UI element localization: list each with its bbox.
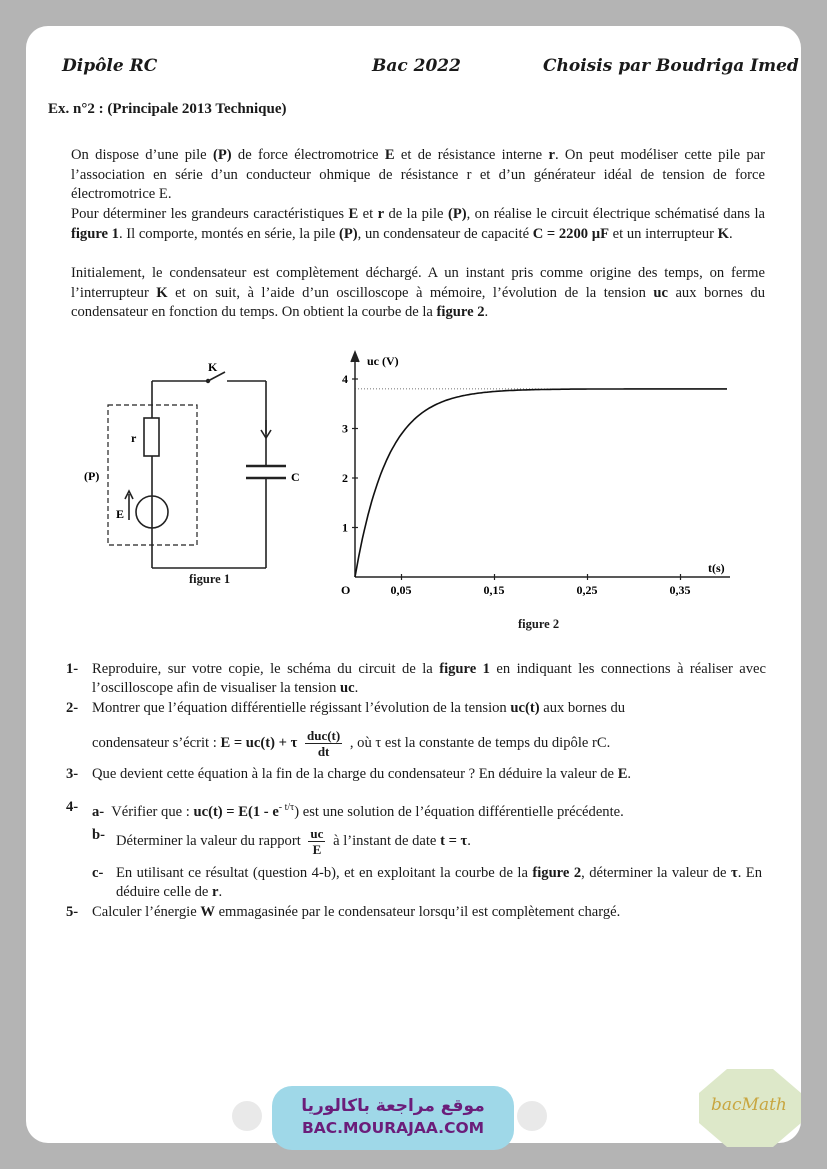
question-5: 5- Calculer l’énergie W emmagasinée par le condensateur lorsqu’il est complètement chargé. [66, 904, 621, 920]
label-C: C [291, 470, 300, 484]
ratio-fraction: $\frac{uc}{E}$ [310, 826, 324, 857]
label-E: E [116, 507, 125, 521]
circuit-diagram [80, 350, 310, 590]
question-4b: b- Déterminer la valeur du rapport $\frac{uc}{E}$ à l’instant de date t = τ. [92, 826, 471, 857]
header-topic: Dipôle RC [62, 56, 158, 76]
banner-arabic-text: موقع مراجعة باكالوريا [301, 1096, 485, 1116]
bacmath-logo [697, 1067, 803, 1149]
question-4c: c- En utilisant ce résultat (question 4-b), et en exploitant la courbe de la figure 2, déterminer la valeur de τ. En déduire celle de r. [92, 865, 762, 900]
y-tick-label: 1 [342, 520, 348, 535]
question-4a: 4- a- Vérifier que : $uc(t) = E(1 - e^{- t/\tau})$ est une solution de l’équation différentielle précédente. [66, 799, 624, 820]
site-logo-right [517, 1101, 547, 1131]
site-banner[interactable] [272, 1086, 514, 1150]
series-curve [355, 389, 727, 577]
site-logo-left [232, 1101, 262, 1131]
charge-curve-chart [330, 345, 740, 605]
y-tick-label: 2 [342, 471, 348, 485]
x-tick-label: 0,35 [669, 583, 691, 597]
intro-paragraph-1: On dispose d’une pile (P) de force électromotrice E et de résistance interne r. On peut modéliser cette pile par l’association en série d’un conducteur ohmique de résistance r et d’un générateur idéal de tension de force électromotrice E. [71, 147, 765, 202]
question-3: 3- Que devient cette équation à la fin de la charge du condensateur ? En déduire la valeur de E. [66, 766, 632, 782]
label-r: r [131, 431, 137, 445]
origin-label: O [341, 583, 351, 597]
y-axis-label: uc (V) [367, 354, 399, 368]
intro-paragraph-3: Initialement, le condensateur est complètement déchargé. A un instant pris comme origine des temps, on ferme l’interrupteur K et on suit, à l’aide d’un oscilloscope à mémoire, l’évolution de la tension uc aux bornes du condensateur en fonction du temps. On obtient la courbe de la figure 2. [71, 265, 765, 320]
label-K: K [208, 360, 218, 374]
label-P: (P) [84, 469, 100, 483]
figure2-caption: figure 2 [518, 617, 560, 631]
header-exam: Bac 2022 [372, 56, 461, 76]
banner-url[interactable]: BAC.MOURAJAA.COM [301, 1119, 485, 1137]
x-axis-label: t(s) [708, 561, 725, 575]
resistor-symbol [144, 418, 159, 456]
x-tick-label: 0,25 [576, 583, 598, 597]
question-1: 1- Reproduire, sur votre copie, le schéma du circuit de la figure 1 en indiquant les connections à réaliser avec l’oscilloscope afin de visualiser la tension uc. [66, 661, 767, 696]
equation-fraction: $\frac{\text{duc(t)}}{dt}$ [306, 728, 341, 759]
question-2: 2- Montrer que l’équation différentielle régissant l’évolution de la tension uc(t) aux bornes du condensateur s’écrit : E = uc(t) + τ $\frac{\text{duc(t)}}{dt}$ , où τ est la constante de temps du dipôle rC. [66, 700, 626, 759]
intro-paragraph-2: Pour déterminer les grandeurs caractéristiques E et r de la pile (P), on réalise le circuit électrique schématisé dans la figure 1. Il comporte, montés en série, la pile (P), un condensateur de capacité C = 2200 µF et un interrupteur K. [71, 206, 765, 242]
x-tick-label: 0,05 [390, 583, 412, 597]
switch-contact [206, 379, 210, 383]
figure1-caption: figure 1 [189, 572, 231, 586]
x-tick-label: 0,15 [483, 583, 505, 597]
y-axis-arrow [351, 352, 359, 362]
brand-mark-text: bacMath [711, 1095, 787, 1115]
y-tick-label: 4 [342, 372, 348, 386]
header-author: Choisis par Boudriga Imed [543, 56, 799, 76]
y-tick-label: 3 [342, 421, 348, 436]
exercise-title: Ex. n°2 : (Principale 2013 Technique) [48, 101, 287, 117]
